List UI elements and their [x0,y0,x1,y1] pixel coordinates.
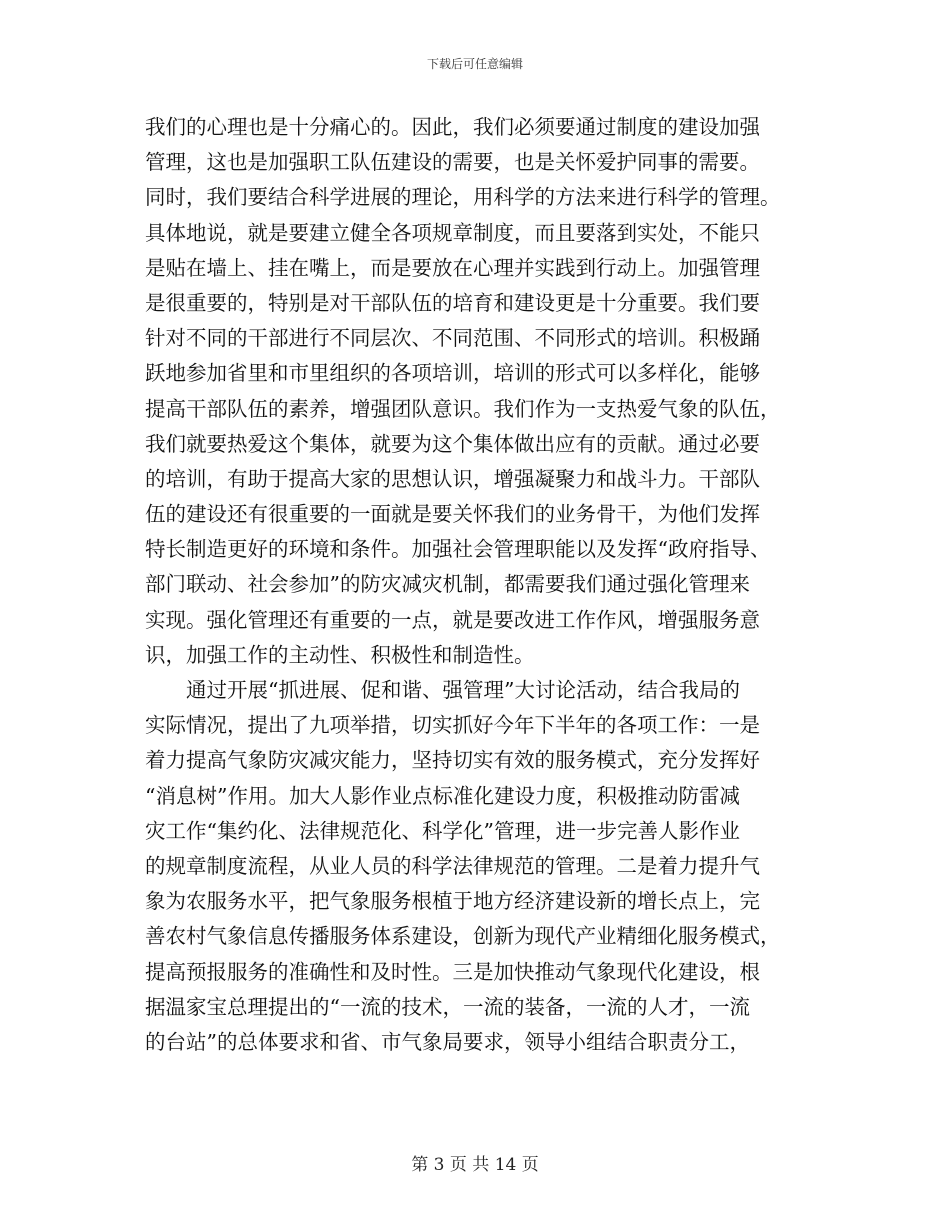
page-header: 下载后可任意编辑 [426,57,523,71]
text-line: 提高预报服务的准确性和及时性。三是加快推动气象现代化建设，根 [145,959,760,984]
text-line: “消息树”作用。加大人影作业点标准化建设力度，积极推动防雷减 [145,783,740,808]
text-line: 跃地参加省里和市里组织的各项培训，培训的形式可以多样化，能够 [145,361,760,386]
text-line: 伍的建设还有很重要的一面就是要关怀我们的业务骨干，为他们发挥 [145,502,760,527]
text-line: 的规章制度流程，从业人员的科学法律规范的管理。二是着力提升气 [145,853,760,878]
text-line: 识，加强工作的主动性、积极性和制造性。 [145,642,535,667]
document-body [145,110,805,1060]
text-line: 通过开展“抓进展、促和谐、强管理”大讨论活动，结合我局的 [145,678,740,702]
text-line: 据温家宝总理提出的“一流的技术，一流的装备，一流的人才，一流 [145,994,750,1019]
text-line: 提高干部队伍的素养，增强团队意识。我们作为一支热爱气象的队伍， [145,396,781,421]
text-line: 灾工作“集约化、法律规范化、科学化”管理，进一步完善人影作业 [145,818,740,843]
page-number: 第 3 页 共 14 页 [411,1155,539,1175]
text-line: 特长制造更好的环境和条件。加强社会管理职能以及发挥“政府指导、 [145,537,771,562]
text-line: 部门联动、社会参加”的防灾减灾机制，都需要我们通过强化管理来 [145,572,750,597]
text-line: 善农村气象信息传播服务体系建设，创新为现代产业精细化服务模式， [145,924,781,949]
text-line: 具体地说，就是要建立健全各项规章制度，而且要落到实处，不能只 [145,220,760,245]
text-line: 管理，这也是加强职工队伍建设的需要，也是关怀爱护同事的需要。 [145,150,760,175]
text-line: 针对不同的干部进行不同层次、不同范围、不同形式的培训。积极踊 [145,326,760,351]
text-line: 着力提高气象防灾减灾能力，坚持切实有效的服务模式，充分发挥好 [145,748,760,773]
text-line: 实际情况，提出了九项举措，切实抓好今年下半年的各项工作：一是 [145,713,760,738]
text-line: 是贴在墙上、挂在嘴上，而是要放在心理并实践到行动上。加强管理 [145,255,760,280]
text-line: 的台站”的总体要求和省、市气象局要求，领导小组结合职责分工， [145,1029,750,1054]
text-line: 实现。强化管理还有重要的一点，就是要改进工作作风，增强服务意 [145,607,760,632]
text-line: 的培训，有助于提高大家的思想认识，增强凝聚力和战斗力。干部队 [145,466,760,491]
text-line: 同时，我们要结合科学进展的理论，用科学的方法来进行科学的管理。 [145,185,781,210]
text-line: 是很重要的，特别是对干部队伍的培育和建设更是十分重要。我们要 [145,290,760,315]
text-line: 我们就要热爱这个集体，就要为这个集体做出应有的贡献。通过必要 [145,431,760,456]
text-line: 象为农服务水平，把气象服务根植于地方经济建设新的增长点上，完 [145,889,760,914]
text-line: 我们的心理也是十分痛心的。因此，我们必须要通过制度的建设加强 [145,115,760,139]
